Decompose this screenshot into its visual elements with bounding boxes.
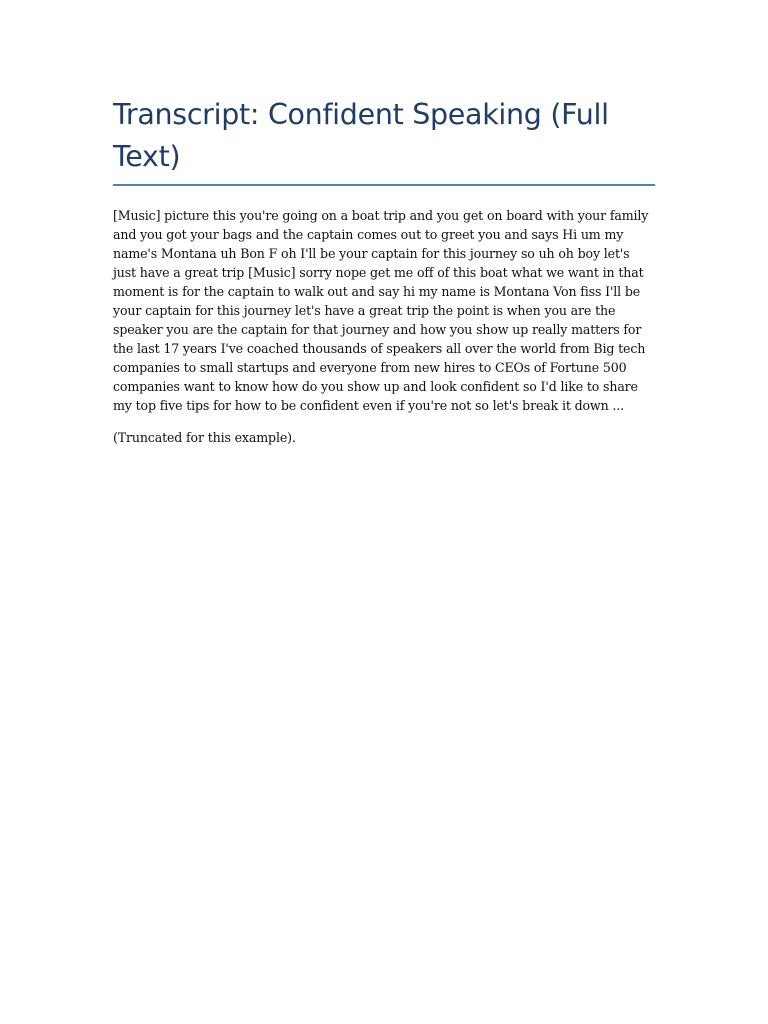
truncation-note: (Truncated for this example). bbox=[113, 430, 296, 445]
document-title: Transcript: Confident Speaking (Full Text) bbox=[113, 94, 655, 186]
transcript-paragraph: [Music] picture this you're going on a boat trip and you get on board with your family and you got your bags and the captain comes out to greet you and says Hi um my name's Montana uh Bon F oh I'll be your captain for this journey so uh oh boy let's just have a great trip [Music] sorry nope get me off of this boat what we want in that moment is for the captain to walk out and say hi my name is Montana Von fiss I'll be your captain for this journey let's have a great trip the point is when you are the speaker you are the captain for that journey and how you show up really matters for the last 17 years I've coached thousands of speakers all over the world from Big tech companies to small startups and everyone from new hires to CEOs of Fortune 500 companies want to know how do you show up and look confident so I'd like to share my top five tips for how to be confident even if you're not so let's break it down ... bbox=[113, 208, 649, 413]
